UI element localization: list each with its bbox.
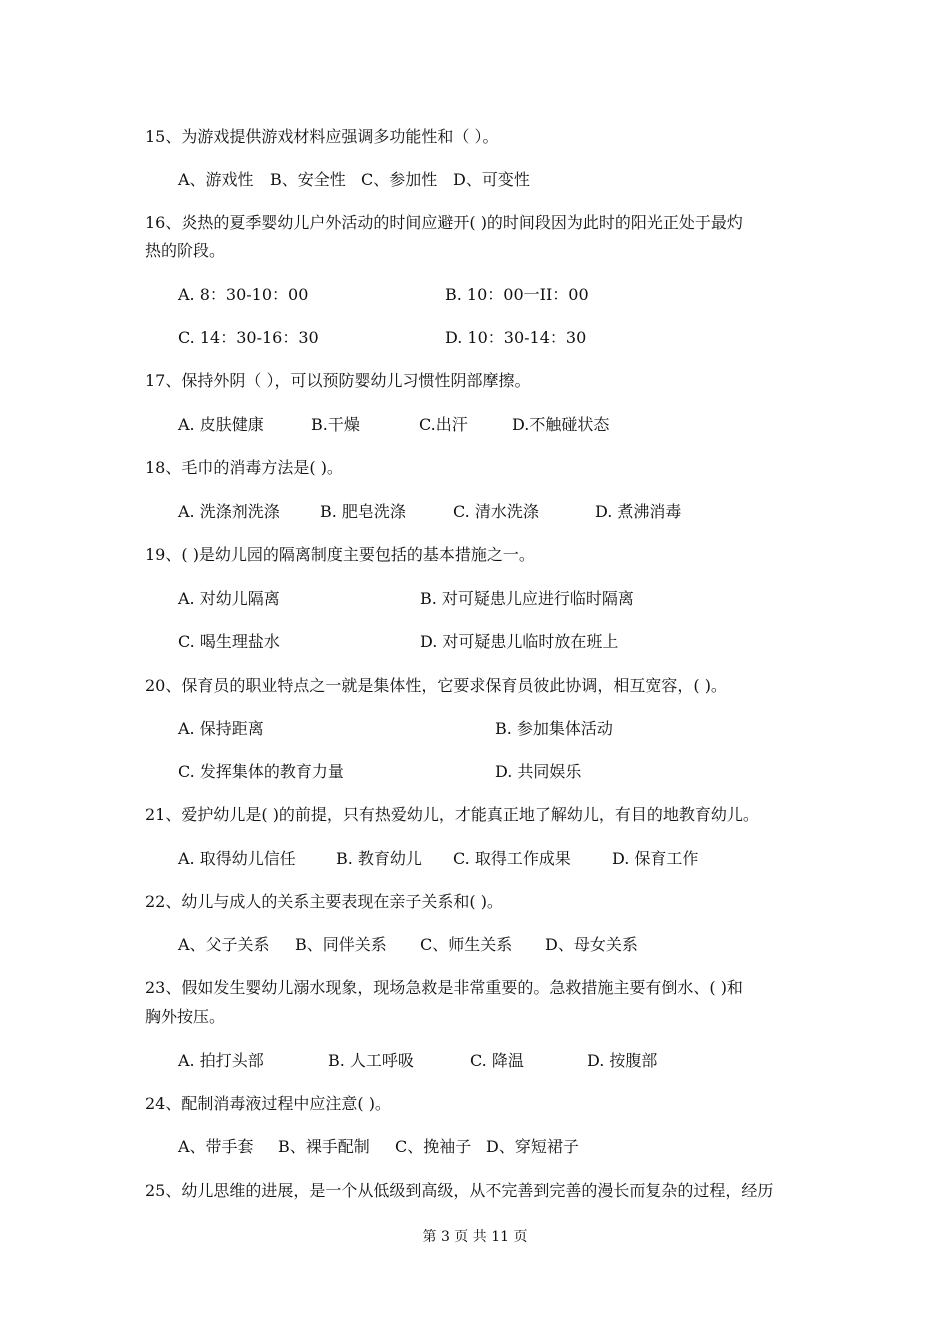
q24-option-b: B、裸手配制 (278, 1137, 370, 1156)
q22-option-d: D、母女关系 (545, 935, 638, 954)
q16-option-a: A. 8：30-10：00 (178, 285, 309, 304)
q23-option-c: C. 降温 (470, 1051, 524, 1070)
q15-option-d: D、可变性 (453, 170, 530, 189)
question-18-stem: 18、毛巾的消毒方法是( )。 (145, 458, 343, 477)
q17-option-d: D.不触碰状态 (512, 415, 610, 434)
q18-option-a: A. 洗涤剂洗涤 (178, 502, 280, 521)
q20-option-a: A. 保持距离 (178, 719, 264, 738)
q22-option-a: A、父子关系 (178, 935, 270, 954)
q19-option-c: C. 喝生理盐水 (178, 632, 280, 651)
q24-option-a: A、带手套 (178, 1137, 254, 1156)
question-15-stem: 15、为游戏提供游戏材料应强调多功能性和（ ）。 (145, 127, 499, 146)
q24-option-c: C、挽袖子 (395, 1137, 472, 1156)
q17-option-b: B.干燥 (311, 415, 360, 434)
question-22-stem: 22、幼儿与成人的关系主要表现在亲子关系和( )。 (145, 892, 503, 911)
q20-option-b: B. 参加集体活动 (495, 719, 613, 738)
q15-option-b: B、安全性 (270, 170, 346, 189)
q19-option-b: B. 对可疑患儿应进行临时隔离 (420, 589, 634, 608)
q16-option-d: D. 10：30-14：30 (445, 328, 587, 347)
q17-option-c: C.出汗 (419, 415, 468, 434)
q20-option-c: C. 发挥集体的教育力量 (178, 762, 344, 781)
question-23-stem-line1: 23、假如发生婴幼儿溺水现象，现场急救是非常重要的。急救措施主要有倒水、( )和 (145, 978, 743, 997)
question-16-stem-line1: 16、炎热的夏季婴幼儿户外活动的时间应避开( )的时间段因为此时的阳光正处于最灼 (145, 213, 743, 232)
q23-option-d: D. 按腹部 (587, 1051, 658, 1070)
q19-option-a: A. 对幼儿隔离 (178, 589, 280, 608)
q18-option-d: D. 煮沸消毒 (595, 502, 682, 521)
page-number-footer: 第 3 页 共 11 页 (422, 1229, 528, 1245)
q15-option-c: C、参加性 (361, 170, 438, 189)
q23-option-b: B. 人工呼吸 (328, 1051, 414, 1070)
question-20-stem: 20、保育员的职业特点之一就是集体性，它要求保育员彼此协调，相互宽容，( )。 (145, 676, 727, 695)
question-19-stem: 19、( )是幼儿园的隔离制度主要包括的基本措施之一。 (145, 545, 535, 564)
q22-option-c: C、师生关系 (420, 935, 513, 954)
q17-option-a: A. 皮肤健康 (178, 415, 264, 434)
question-16-stem-line2: 热的阶段。 (145, 241, 226, 260)
question-23-stem-line2: 胸外按压。 (145, 1007, 226, 1026)
q21-option-b: B. 教育幼儿 (336, 849, 422, 868)
q16-option-c: C. 14：30-16：30 (178, 328, 319, 347)
q21-option-c: C. 取得工作成果 (453, 849, 571, 868)
q23-option-a: A. 拍打头部 (178, 1051, 264, 1070)
q20-option-d: D. 共同娱乐 (495, 762, 582, 781)
question-25-stem: 25、幼儿思维的进展，是一个从低级到高级，从不完善到完善的漫长而复杂的过程，经历 (145, 1181, 774, 1200)
q18-option-c: C. 清水洗涤 (453, 502, 539, 521)
q21-option-a: A. 取得幼儿信任 (178, 849, 296, 868)
q15-option-a: A、游戏性 (178, 170, 254, 189)
q24-option-d: D、穿短裙子 (486, 1137, 579, 1156)
q16-option-b: B. 10：00一II：00 (445, 285, 589, 304)
q18-option-b: B. 肥皂洗涤 (320, 502, 406, 521)
q19-option-d: D. 对可疑患儿临时放在班上 (420, 632, 619, 651)
question-24-stem: 24、配制消毒液过程中应注意( )。 (145, 1094, 391, 1113)
q22-option-b: B、同伴关系 (295, 935, 387, 954)
question-21-stem: 21、爱护幼儿是( )的前提，只有热爱幼儿，才能真正地了解幼儿，有目的地教育幼儿。 (145, 805, 759, 824)
question-17-stem: 17、保持外阴（ ），可以预防婴幼儿习惯性阴部摩擦。 (145, 371, 531, 390)
q21-option-d: D. 保育工作 (612, 849, 699, 868)
